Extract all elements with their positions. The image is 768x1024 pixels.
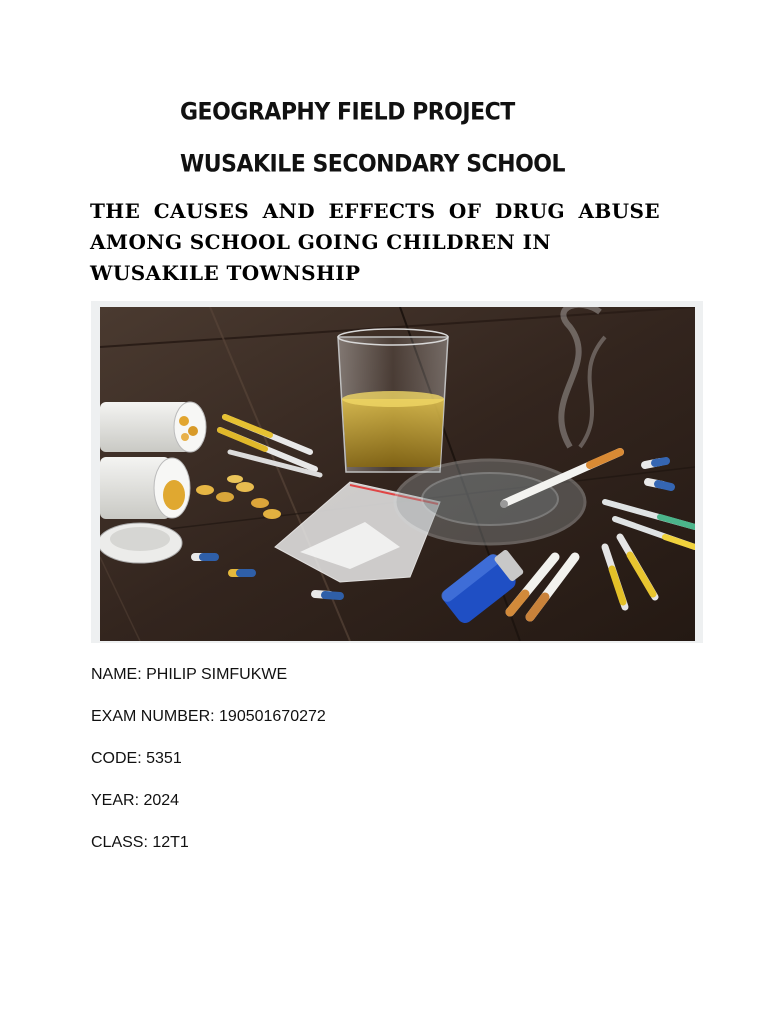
cover-photo-frame xyxy=(91,301,703,643)
project-title xyxy=(90,196,660,289)
exam-number: EXAM NUMBER: 190501670272 xyxy=(91,708,326,725)
project-heading: GEOGRAPHY FIELD PROJECT xyxy=(180,99,515,126)
school-name: WUSAKILE SECONDARY SCHOOL xyxy=(180,151,566,178)
class: CLASS: 12T1 xyxy=(91,834,189,851)
title-line-1: THE CAUSES AND EFFECTS OF DRUG ABUSE xyxy=(90,199,660,223)
student-name: NAME: PHILIP SIMFUKWE xyxy=(91,666,288,683)
title-line-2: AMONG SCHOOL GOING CHILDREN IN xyxy=(90,230,552,254)
subject-code: CODE: 5351 xyxy=(91,750,182,767)
title-line-3: WUSAKILE TOWNSHIP xyxy=(90,261,361,285)
year: YEAR: 2024 xyxy=(91,792,180,809)
drug-abuse-photo xyxy=(100,307,695,641)
